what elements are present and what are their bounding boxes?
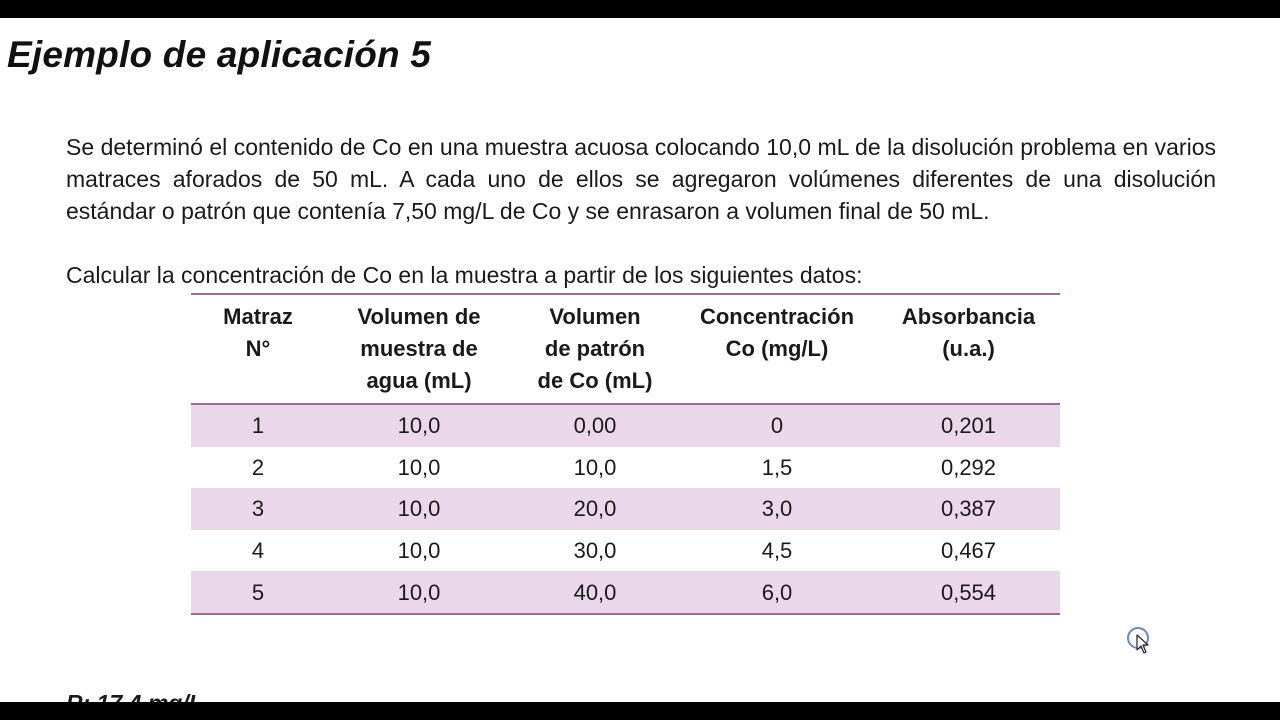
header-volumen-patron: Volumen de patrón de Co (mL) — [537, 304, 653, 393]
cell-volumen-patron: 30,0 — [573, 538, 617, 564]
table-row — [191, 447, 1060, 489]
cell-matraz: 2 — [251, 454, 265, 480]
cell-matraz: 5 — [191, 571, 325, 614]
cell-matraz: 4 — [251, 538, 265, 564]
slide-title: Ejemplo de aplicación 5 — [7, 34, 432, 75]
cell-absorbancia: 0,387 — [877, 488, 1060, 530]
table-row — [191, 571, 1060, 614]
cell-concentracion: 0 — [677, 404, 877, 447]
cell-volumen-muestra: 10,0 — [325, 571, 513, 614]
header-volumen-muestra: Volumen de muestra de agua (mL) — [357, 304, 481, 393]
table-header-row — [191, 294, 1060, 404]
cell-matraz: 1 — [191, 404, 325, 447]
cell-matraz: 3 — [191, 488, 325, 530]
cell-concentracion: 6,0 — [677, 571, 877, 614]
letterbox-top — [0, 0, 1280, 18]
question-statement: Calcular la concentración de Co en la muestra a partir de los siguientes datos: — [66, 262, 863, 288]
cell-volumen-patron: 0,00 — [513, 404, 677, 447]
cell-absorbancia: 0,292 — [940, 454, 997, 480]
cell-volumen-muestra: 10,0 — [397, 454, 441, 480]
cell-absorbancia: 0,554 — [877, 571, 1060, 614]
cell-volumen-patron: 20,0 — [513, 488, 677, 530]
header-absorbancia: Absorbancia (u.a.) — [901, 304, 1036, 361]
problem-statement: Se determinó el contenido de Co en una muestra acuosa colocando 10,0 mL de la disolución problema en varios matraces aforados de 50 mL. A cada uno de ellos se agregaron volúmenes diferentes de una disolución estándar o patrón que contenía 7,50 mg/L de Co y se enrasaron a volumen final de 50 mL. — [66, 134, 1216, 224]
data-table — [191, 293, 1060, 615]
mouse-pointer-icon — [1136, 634, 1150, 654]
cell-volumen-muestra: 10,0 — [397, 538, 441, 564]
header-matraz: Matraz N° — [223, 304, 293, 361]
cell-concentracion: 4,5 — [761, 538, 793, 564]
cell-concentracion: 1,5 — [761, 454, 793, 480]
table-row — [191, 530, 1060, 572]
table-row — [191, 488, 1060, 530]
cell-volumen-patron: 10,0 — [573, 454, 617, 480]
table-row — [191, 404, 1060, 447]
cell-volumen-muestra: 10,0 — [325, 488, 513, 530]
cell-absorbancia: 0,467 — [940, 538, 997, 564]
cell-absorbancia: 0,201 — [877, 404, 1060, 447]
header-concentracion: Concentración Co (mg/L) — [699, 304, 855, 361]
cell-volumen-muestra: 10,0 — [325, 404, 513, 447]
cell-concentracion: 3,0 — [677, 488, 877, 530]
letterbox-bottom — [0, 702, 1280, 720]
cell-volumen-patron: 40,0 — [513, 571, 677, 614]
